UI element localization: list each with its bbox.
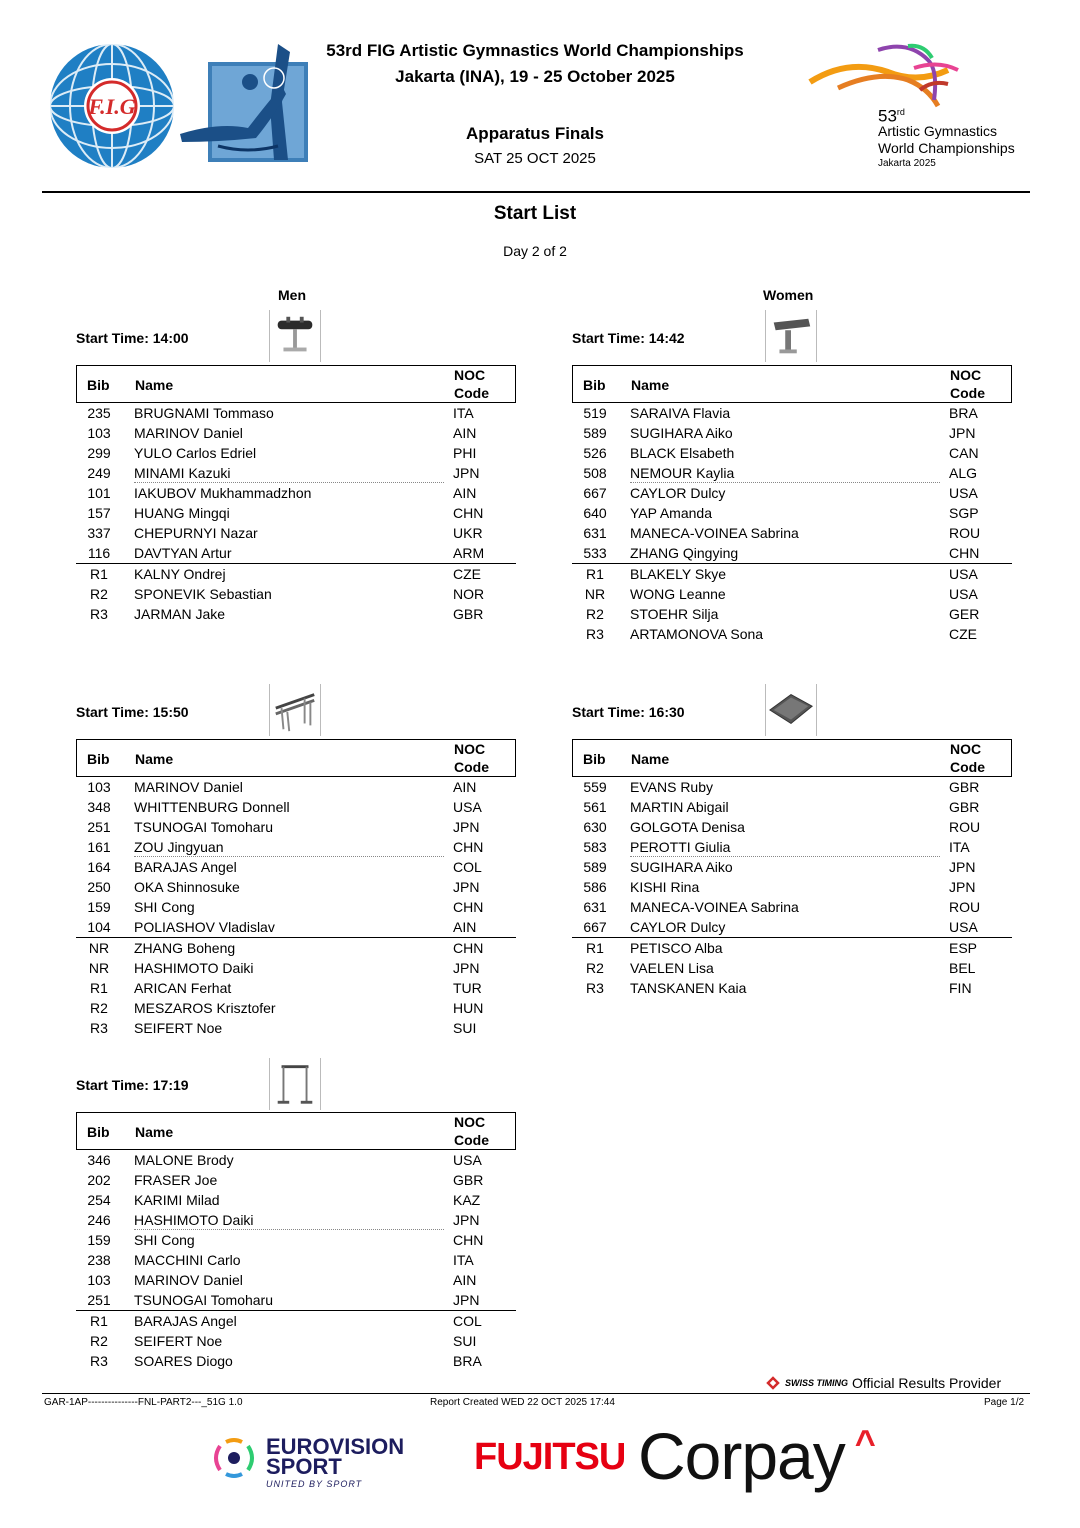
results-provider (765, 1375, 1001, 1391)
table-row: 631 MANECA-VOINEA Sabrina ROU (583, 899, 981, 915)
table-row: 238 MACCHINI Carlo ITA (87, 1252, 474, 1268)
col-name: Name (135, 751, 174, 767)
table-row-reserve: R1 BLAKELY Skye USA (572, 563, 1012, 584)
table-row-reserve: R2 STOEHR Silja GER (586, 606, 980, 622)
table-row: 337 CHEPURNYI Nazar UKR (87, 525, 483, 541)
table-row: 299 YULO Carlos Edriel PHI (87, 445, 477, 461)
corpay-logo (638, 1418, 875, 1494)
table-row-reserve: R3 TANSKANEN Kaia FIN (586, 980, 972, 996)
table-row: 589 SUGIHARA Aiko JPN (583, 859, 976, 875)
col-name: Name (135, 1124, 174, 1140)
page-title: Start List (493, 203, 577, 224)
table-row: 667 CAYLOR Dulcy USA (583, 919, 978, 935)
page-number: Page 1/2 (984, 1397, 1025, 1408)
table-row: 640 YAP Amanda SGP (583, 505, 979, 521)
table-row: 246 HASHIMOTO Daiki JPN (76, 1210, 516, 1230)
table-row-reserve: R1 KALNY Ondrej CZE (76, 563, 516, 584)
table-header (76, 365, 516, 403)
fig-logo (48, 42, 176, 170)
table-row: 586 KISHI Rina JPN (583, 879, 976, 895)
table-row-reserve: R2 SPONEVIK Sebastian NOR (90, 586, 485, 602)
table-pommel (76, 365, 516, 624)
table-row: 631 MANECA-VOINEA Sabrina ROU (583, 525, 981, 541)
table-row: 561 MARTIN Abigail GBR (583, 799, 980, 815)
table-row-reserve: R2 SEIFERT Noe SUI (90, 1333, 477, 1349)
wc-logo-line2: World Championships (878, 140, 1015, 156)
col-bib: Bib (87, 1124, 110, 1140)
eurovision-heart-icon (208, 1436, 260, 1480)
table-header (572, 365, 1012, 403)
col-name: Name (135, 377, 174, 393)
table-row: 101 IAKUBOV Mukhammadzhon AIN (87, 485, 477, 501)
start-time-pbars: Start Time: 15:50 (76, 704, 189, 720)
eurovision-tag: UNITED BY SPORT (266, 1479, 363, 1489)
fig-logo-text: F.I.G (88, 94, 136, 119)
table-row: 251 TSUNOGAI Tomoharu JPN (87, 1292, 480, 1308)
header-divider (42, 191, 1030, 193)
table-row: 164 BARAJAS Angel COL (87, 859, 482, 875)
wc-logo-suffix: rd (896, 107, 905, 117)
table-row: 235 BRUGNAMI Tommaso ITA (87, 405, 474, 421)
wc-logo (808, 40, 1033, 175)
eurovision-line2: SPORT (266, 1454, 342, 1479)
fujitsu-logo: FUJITSU (474, 1436, 626, 1478)
table-floor (572, 739, 1012, 998)
table-header (76, 1112, 516, 1150)
event-date: SAT 25 OCT 2025 (474, 150, 596, 167)
table-row: 630 GOLGOTA Denisa ROU (583, 819, 981, 835)
horizontal-bar-icon (269, 1058, 321, 1110)
table-row: 559 EVANS Ruby GBR (583, 779, 980, 795)
report-created: Report Created WED 22 OCT 2025 17:44 (430, 1397, 615, 1408)
wc-logo-number: 53 (878, 106, 897, 126)
table-row: 202 FRASER Joe GBR (87, 1172, 484, 1188)
table-row: 249 MINAMI Kazuki JPN (76, 463, 516, 483)
table-row-reserve: R3 SEIFERT Noe SUI (90, 1020, 477, 1036)
eurovision-sport-logo (208, 1432, 408, 1490)
table-row-reserve: R3 JARMAN Jake GBR (90, 606, 484, 622)
col-name: Name (631, 751, 670, 767)
table-row: 161 ZOU Jingyuan CHN (76, 837, 516, 857)
table-row-reserve: NR WONG Leanne USA (584, 586, 978, 602)
eurovision-line1: EUROVISION (266, 1434, 405, 1459)
col-noc: NOC Code (454, 1114, 489, 1148)
table-row-reserve: R1 ARICAN Ferhat TUR (90, 980, 482, 996)
table-row: 519 SARAIVA Flavia BRA (583, 405, 978, 421)
floor-exercise-icon (765, 684, 817, 736)
document-code: GAR-1AP---------------FNL-PART2---_51G 1.0 (44, 1397, 243, 1408)
table-row: 116 DAVTYAN Artur ARM (87, 545, 485, 561)
col-noc: NOC Code (454, 741, 489, 775)
men-label: Men (278, 287, 306, 303)
table-vault (572, 365, 1012, 644)
col-bib: Bib (583, 751, 606, 767)
table-row-reserve: R1 PETISCO Alba ESP (572, 937, 1012, 958)
corpay-wordmark: Corpay (638, 1419, 845, 1493)
table-row: 103 MARINOV Daniel AIN (87, 425, 477, 441)
day-indicator: Day 2 of 2 (503, 243, 567, 259)
table-row-reserve: R1 BARAJAS Angel COL (76, 1310, 516, 1331)
table-row: 667 CAYLOR Dulcy USA (583, 485, 978, 501)
table-row: 104 POLIASHOV Vladislav AIN (87, 919, 477, 935)
col-bib: Bib (583, 377, 606, 393)
table-row: 251 TSUNOGAI Tomoharu JPN (87, 819, 480, 835)
provider-text: Official Results Provider (852, 1375, 1002, 1391)
table-row: 159 SHI Cong CHN (87, 1232, 484, 1248)
table-pbars (76, 739, 516, 1038)
table-row: 508 NEMOUR Kaylia ALG (572, 463, 1012, 483)
start-time-pommel: Start Time: 14:00 (76, 330, 189, 346)
parallel-bars-icon (269, 684, 321, 736)
table-row: 250 OKA Shinnosuke JPN (87, 879, 480, 895)
col-name: Name (631, 377, 670, 393)
event-title-line2: Jakarta (INA), 19 - 25 October 2025 (395, 67, 675, 86)
table-row-reserve: NR ZHANG Boheng CHN (76, 937, 516, 958)
table-row: 157 HUANG Mingqi CHN (87, 505, 484, 521)
event-title-line1: 53rd FIG Artistic Gymnastics World Championships (326, 41, 744, 60)
event-phase: Apparatus Finals (466, 124, 604, 143)
wc-logo-line3: Jakarta 2025 (878, 158, 936, 169)
table-row-reserve: NR HASHIMOTO Daiki JPN (88, 960, 480, 976)
vault-icon (765, 310, 817, 362)
col-bib: Bib (87, 377, 110, 393)
table-row-reserve: R3 SOARES Diogo BRA (90, 1353, 482, 1369)
start-time-floor: Start Time: 16:30 (572, 704, 685, 720)
col-noc: NOC Code (950, 741, 985, 775)
col-noc: NOC Code (454, 367, 489, 401)
table-row: 526 BLACK Elsabeth CAN (583, 445, 979, 461)
footer-divider (42, 1393, 1030, 1394)
table-row: 583 PEROTTI Giulia ITA (572, 837, 1012, 857)
table-header (76, 739, 516, 777)
table-row-reserve: R2 VAELEN Lisa BEL (586, 960, 976, 976)
start-time-vault: Start Time: 14:42 (572, 330, 685, 346)
table-hbar (76, 1112, 516, 1371)
table-row: 254 KARIMI Milad KAZ (87, 1192, 481, 1208)
table-header (572, 739, 1012, 777)
table-row: 589 SUGIHARA Aiko JPN (583, 425, 976, 441)
swiss-timing-icon (765, 1375, 781, 1391)
table-row: 346 MALONE Brody USA (87, 1152, 482, 1168)
table-row: 533 ZHANG Qingying CHN (583, 545, 980, 561)
women-label: Women (763, 287, 814, 303)
start-time-hbar: Start Time: 17:19 (76, 1077, 189, 1093)
table-row: 348 WHITTENBURG Donnell USA (87, 799, 482, 815)
table-row-reserve: R3 ARTAMONOVA Sona CZE (586, 626, 977, 642)
table-row: 103 MARINOV Daniel AIN (87, 1272, 477, 1288)
table-row: 159 SHI Cong CHN (87, 899, 484, 915)
table-row-reserve: R2 MESZAROS Krisztofer HUN (90, 1000, 484, 1016)
wc-logo-line1: Artistic Gymnastics (878, 123, 998, 139)
corpay-caret-icon: ^ (854, 1422, 875, 1463)
col-bib: Bib (87, 751, 110, 767)
pommel-horse-icon (269, 310, 321, 362)
table-row: 103 MARINOV Daniel AIN (87, 779, 477, 795)
col-noc: NOC Code (950, 367, 985, 401)
swiss-timing-brand: SWISS TIMING (785, 1378, 848, 1388)
